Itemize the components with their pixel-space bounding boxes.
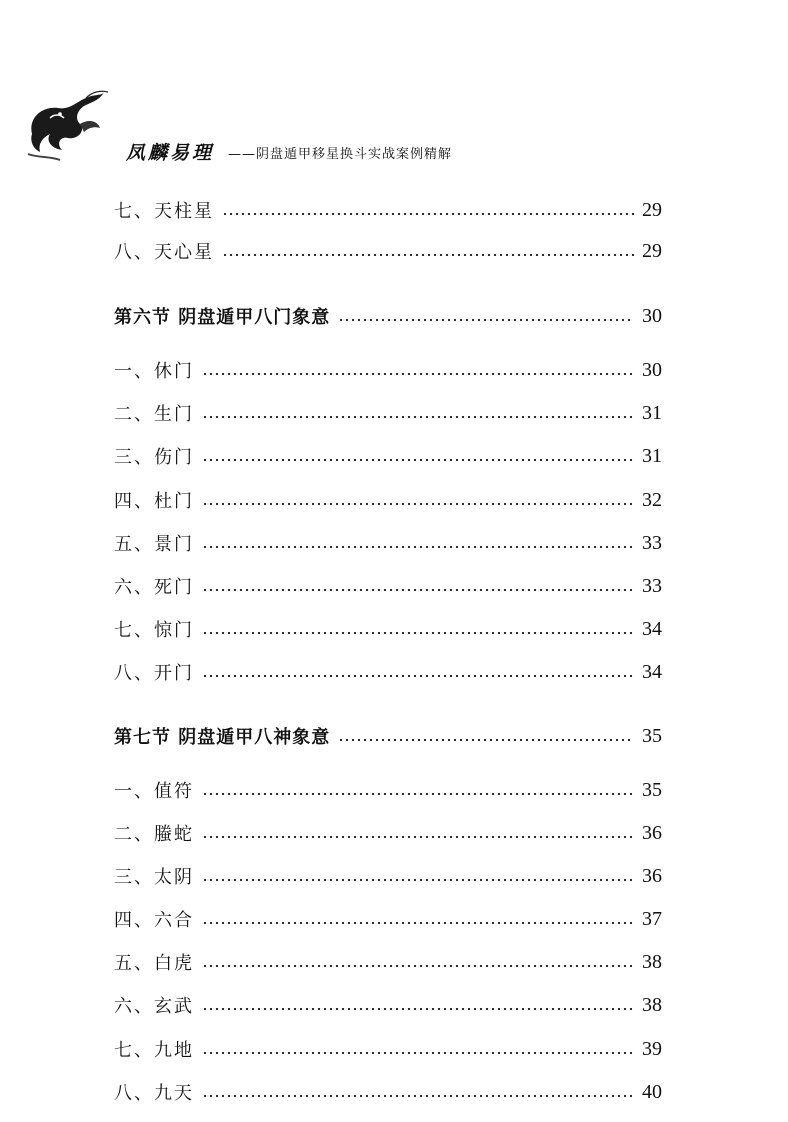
toc-entry-title: 七、九地: [114, 1040, 194, 1061]
toc-item-row: [114, 195, 662, 225]
toc-page-number: 32: [642, 488, 662, 511]
dot-leader: [202, 1095, 634, 1097]
toc-page-number: 30: [642, 304, 662, 327]
toc-entry-title: 三、太阴: [114, 867, 194, 888]
toc-entry-title: 七、惊门: [114, 620, 194, 641]
dot-leader: [202, 675, 634, 677]
toc-entry-title: 五、景门: [114, 534, 194, 555]
toc-item-row: [114, 990, 662, 1020]
toc-page-number: 29: [642, 198, 662, 221]
toc-entry-title: 四、杜门: [114, 491, 194, 512]
toc-page-number: 37: [642, 907, 662, 930]
toc-page-number: 39: [642, 1037, 662, 1060]
toc-item-row: [114, 441, 662, 471]
toc-section-row: [114, 301, 662, 331]
toc-entry-title: 三、伤门: [114, 447, 194, 468]
toc-entry-title: 八、天心星: [114, 242, 214, 263]
dot-leader: [202, 793, 634, 795]
dot-leader: [202, 416, 634, 418]
toc-entry-title: 八、开门: [114, 663, 194, 684]
dot-leader: [202, 965, 634, 967]
dot-leader: [202, 1052, 634, 1054]
toc-item-row: [114, 355, 662, 385]
book-subtitle: ——阴盘遁甲移星换斗实战案例精解: [228, 147, 453, 162]
toc-page-number: 36: [642, 821, 662, 844]
toc-item-row: [114, 904, 662, 934]
toc-entry-title: 一、值符: [114, 781, 194, 802]
dot-leader: [338, 739, 634, 741]
dot-leader: [202, 503, 634, 505]
toc-entry-title: 二、生门: [114, 404, 194, 425]
toc-page-number: 33: [642, 574, 662, 597]
toc-item-row: [114, 947, 662, 977]
dot-leader: [202, 373, 634, 375]
toc-entry-title: 四、六合: [114, 910, 194, 931]
toc-entry-title: 六、玄武: [114, 996, 194, 1017]
dot-leader: [202, 589, 634, 591]
toc-item-row: [114, 657, 662, 687]
toc-section-row: [114, 721, 662, 751]
toc-item-row: [114, 1034, 662, 1064]
toc-entry-title: 一、休门: [114, 361, 194, 382]
toc-page-number: 38: [642, 993, 662, 1016]
dot-leader: [202, 922, 634, 924]
dot-leader: [338, 319, 634, 321]
toc-entry-title: 五、白虎: [114, 953, 194, 974]
brand-title: 凤麟易理: [126, 142, 215, 164]
toc-item-row: [114, 398, 662, 428]
toc-entry-title: 六、死门: [114, 577, 194, 598]
toc-entry-title: 二、螣蛇: [114, 824, 194, 845]
toc-item-row: [114, 236, 662, 266]
toc-item-row: [114, 614, 662, 644]
toc-item-row: [114, 528, 662, 558]
dragon-icon: [20, 88, 120, 168]
toc-item-row: [114, 1077, 662, 1107]
toc-entry-title: 七、天柱星: [114, 201, 214, 222]
toc-page-number: 29: [642, 239, 662, 262]
toc-item-row: [114, 485, 662, 515]
toc-entry-title: 第六节 阴盘遁甲八门象意: [114, 307, 331, 328]
toc-item-row: [114, 818, 662, 848]
toc-page-number: 38: [642, 950, 662, 973]
dot-leader: [202, 1008, 634, 1010]
dot-leader: [202, 879, 634, 881]
dot-leader: [202, 459, 634, 461]
toc-page-number: 30: [642, 358, 662, 381]
toc-item-row: [114, 571, 662, 601]
toc-page-number: 40: [642, 1080, 662, 1103]
toc-page-number: 33: [642, 531, 662, 554]
dot-leader: [222, 254, 634, 256]
toc-page-number: 35: [642, 724, 662, 747]
page-header: [20, 88, 760, 168]
dot-leader: [202, 836, 634, 838]
toc-page-number: 31: [642, 444, 662, 467]
dot-leader: [202, 632, 634, 634]
toc-page-number: 34: [642, 660, 662, 683]
toc-page-number: 36: [642, 864, 662, 887]
dot-leader: [202, 546, 634, 548]
dot-leader: [222, 213, 634, 215]
toc-page-number: 31: [642, 401, 662, 424]
toc-page-number: 35: [642, 778, 662, 801]
toc-entry-title: 八、九天: [114, 1083, 194, 1104]
toc-page-number: 34: [642, 617, 662, 640]
toc-item-row: [114, 775, 662, 805]
toc-entry-title: 第七节 阴盘遁甲八神象意: [114, 727, 331, 748]
toc-item-row: [114, 861, 662, 891]
